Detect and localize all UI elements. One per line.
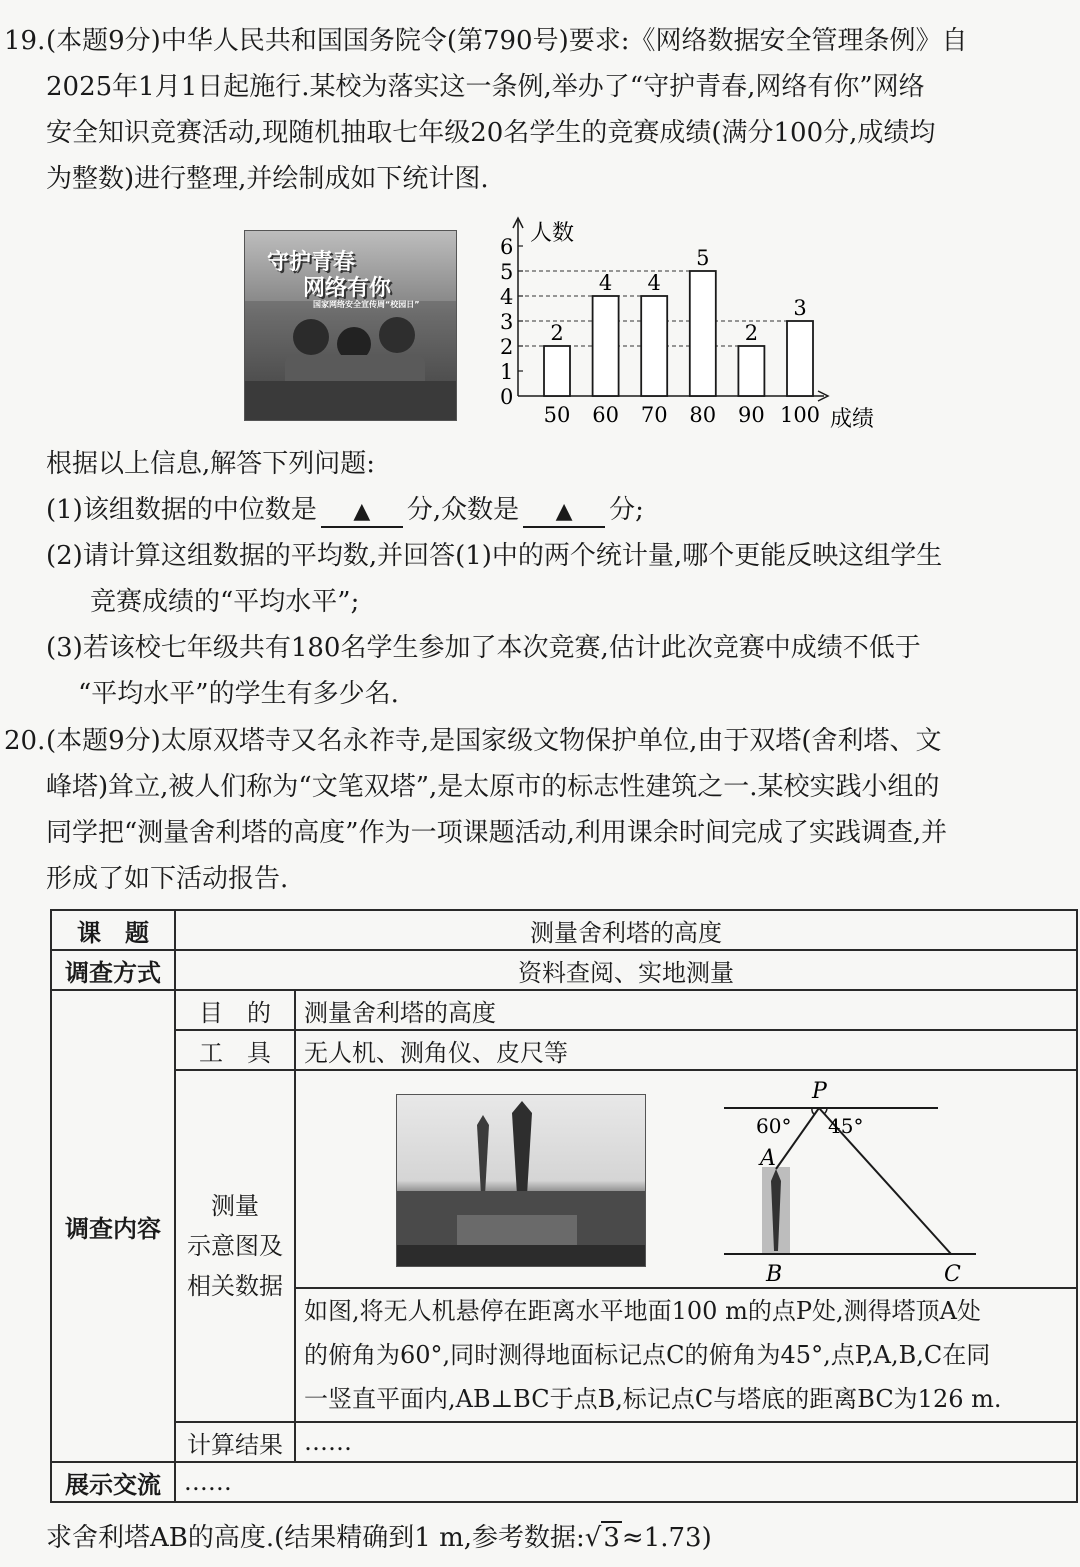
topic-label: 课 题	[51, 910, 175, 950]
q19-line-3: 安全知识竞赛活动,现随机抽取七年级20名学生的竞赛成绩(满分100分,成绩均	[46, 118, 936, 148]
q19-questions	[0, 441, 1080, 717]
x-tick-label: 80	[689, 403, 717, 427]
x-tick-label: 50	[543, 403, 571, 427]
angle-45-label: 45°	[828, 1114, 864, 1138]
result-value: ……	[295, 1422, 1077, 1462]
method-label: 调查方式	[51, 950, 175, 990]
q20-stem	[0, 718, 1080, 902]
y-tick-label: 6	[500, 235, 514, 259]
y-tick-label: 0	[500, 385, 514, 409]
bar-90	[738, 346, 764, 396]
share-value: ……	[175, 1462, 1077, 1502]
q19-part3-line2: “平均水平”的学生有多少名.	[78, 679, 399, 709]
q19-intro: 根据以上信息,解答下列问题:	[46, 449, 376, 479]
diagram-cell	[295, 1070, 1077, 1288]
x-tick-label: 100	[779, 403, 821, 427]
bar-value-label: 4	[647, 271, 661, 295]
activity-report-table	[50, 909, 1078, 1503]
campaign-poster-image	[244, 230, 457, 421]
bar-60	[593, 296, 619, 396]
q20-line-1: (本题9分)太原双塔寺又名永祚寺,是国家级文物保护单位,由于双塔(舍利塔、文	[46, 726, 942, 756]
measurement-description: 如图,将无人机悬停在距离水平地面100 m的点P处,测得塔顶A处 的俯角为60°,同时测得地面标记点C的俯角为45°,点P,A,B,C在同 一竖直平面内,AB⊥BC于点B,标记点C与塔底的距离BC为126 m.	[295, 1288, 1077, 1422]
poster-title-2: 网络有你	[303, 276, 392, 301]
q20-line-4: 形成了如下活动报告.	[46, 864, 289, 894]
bar-80	[690, 271, 716, 396]
topic-value: 测量舍利塔的高度	[175, 910, 1077, 950]
x-tick-label: 70	[640, 403, 668, 427]
q19-line-4: 为整数)进行整理,并绘制成如下统计图.	[46, 164, 489, 194]
purpose-label: 目 的	[175, 990, 295, 1030]
score-bar-chart	[490, 214, 890, 436]
bar-value-label: 2	[550, 321, 564, 345]
x-tick-label: 60	[592, 403, 619, 427]
content-label: 调查内容	[51, 990, 175, 1462]
q19-part2-line2: 竞赛成绩的“平均水平”;	[90, 587, 360, 617]
point-B-label: B	[766, 1262, 783, 1287]
median-blank: ▲	[321, 498, 403, 528]
tools-value: 无人机、测角仪、皮尺等	[295, 1030, 1077, 1070]
q20-line-2: 峰塔)耸立,被人们称为“文笔双塔”,是太原市的标志性建筑之一.某校实践小组的	[46, 772, 940, 802]
bar-value-label: 5	[696, 246, 710, 270]
q20-line-3: 同学把“测量舍利塔的高度”作为一项课题活动,利用课余时间完成了实践调查,并	[46, 818, 948, 848]
q19-part2-line1: (2)请计算这组数据的平均数,并回答(1)中的两个统计量,哪个更能反映这组学生	[46, 541, 943, 571]
q20-question: 求舍利塔AB的高度.(结果精确到1 m,参考数据:√3≈1.73)	[46, 1523, 712, 1553]
result-label: 计算结果	[175, 1422, 295, 1462]
y-tick-label: 2	[500, 335, 514, 359]
poster-title-1: 守护青春	[267, 250, 356, 275]
cartoon-figure-1	[293, 319, 329, 355]
twin-pagodas-photo	[396, 1094, 646, 1267]
bar-50	[544, 346, 570, 396]
q19-line-2: 2025年1月1日起施行.某校为落实这一条例,举办了“守护青春,网络有你”网络	[46, 72, 925, 102]
cartoon-figure-3	[379, 317, 415, 353]
q19-line-1: (本题9分)中华人民共和国国务院令(第790号)要求:《网络数据安全管理条例》自	[46, 26, 968, 56]
angle-60-label: 60°	[756, 1114, 792, 1138]
x-axis-label: 成绩	[830, 407, 875, 432]
x-tick-label: 90	[738, 403, 765, 427]
poster-subtitle: 国家网络安全宣传周“校园日”	[313, 300, 420, 309]
sqrt-radicand: 3	[603, 1523, 620, 1553]
q19-stem	[0, 18, 1080, 202]
point-A-label: A	[760, 1146, 776, 1171]
purpose-value: 测量舍利塔的高度	[295, 990, 1077, 1030]
mode-blank: ▲	[523, 498, 605, 528]
share-label: 展示交流	[51, 1462, 175, 1502]
bar-70	[641, 296, 667, 396]
y-tick-label: 4	[500, 285, 514, 309]
point-P-label: P	[812, 1079, 827, 1104]
bar-value-label: 2	[744, 321, 759, 345]
point-C-label: C	[944, 1262, 961, 1287]
q19-part1: (1)该组数据的中位数是 ▲ 分,众数是 ▲ 分;	[46, 487, 644, 533]
y-tick-label: 3	[500, 310, 514, 334]
tools-label: 工 具	[175, 1030, 295, 1070]
bar-100	[787, 321, 813, 396]
q19-number: 19.	[4, 26, 46, 56]
q19-part3-line1: (3)若该校七年级共有180名学生参加了本次竞赛,估计此次竞赛中成绩不低于	[46, 633, 921, 663]
measurement-diagram	[716, 1071, 986, 1287]
y-axis-label: 人数	[530, 221, 575, 246]
method-value: 资料查阅、实地测量	[175, 950, 1077, 990]
diagram-label: 测量 示意图及 相关数据	[175, 1070, 295, 1422]
y-tick-label: 1	[500, 360, 514, 384]
y-tick-label: 5	[500, 260, 514, 284]
bar-value-label: 3	[793, 296, 807, 320]
q20-number: 20.	[4, 726, 46, 756]
sqrt-symbol: √	[584, 1523, 602, 1553]
bar-value-label: 4	[598, 271, 613, 295]
